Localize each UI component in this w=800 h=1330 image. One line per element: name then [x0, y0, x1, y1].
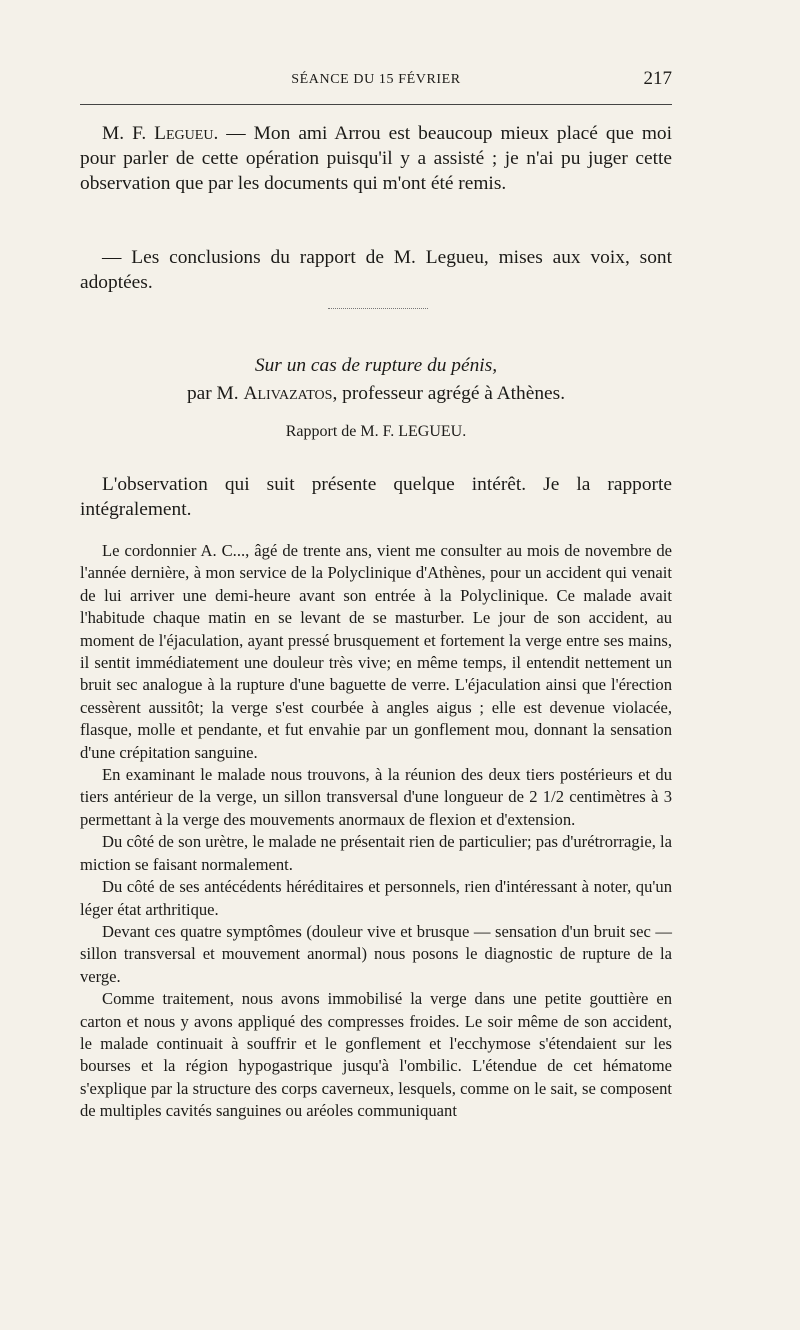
- author-name: Alivazatos: [243, 383, 333, 404]
- intro-text: L'observation qui suit présente quelque intérêt. Je la rapporte intégralement.: [80, 474, 672, 520]
- page-header: [80, 68, 672, 96]
- conclusions-text: — Les conclusions du rapport de M. Legueu, mises aux voix, sont adoptées.: [80, 247, 672, 293]
- case-paragraph-4: Du côté de ses antécédents héréditaires et personnels, rien d'intéressant à noter, qu'un léger état arthritique.: [80, 877, 672, 919]
- remark-text: — Mon ami Arrou est beaucoup mieux placé que moi pour parler de cette opération puisqu'il y a assisté ; je n'ai pu juger cette observation que par les documents qui m'ont été remis.: [80, 123, 672, 194]
- section-separator: [328, 308, 428, 309]
- case-paragraph-1: Le cordonnier A. C..., âgé de trente ans, vient me consulter au mois de novembre de l'année dernière, à mon service de la Polyclinique d'Athènes, pour un accident qui venait de lui arriver une demi-heure avant son entrée à la Polyclinique. Ce malade avait l'habitude chaque matin en se levant de se masturber. Le jour de son accident, au moment de l'éjaculation, ayant pressé brusquement et fortement la verge entre ses mains, il sentit immédiatement une douleur très vive; en même temps, il entendit nettement un bruit sec analogue à la rupture d'une baguette de verre. L'éjaculation ainsi que l'érection cessèrent aussitôt; la verge s'est courbée à angles aigus ; elle est devenue violacée, flasque, molle et pendante, et fut envahie par un gonflement mou, donnant la sensation d'une crépitation sanguine.: [80, 541, 672, 762]
- case-report: [80, 540, 672, 1123]
- report-line: Rapport de M. F. LEGUEU.: [285, 423, 467, 440]
- article-author: [80, 381, 672, 406]
- article-title: Sur un cas de rupture du pénis,: [254, 355, 498, 376]
- case-paragraph-5: Devant ces quatre symptômes (douleur vive et brusque — sensation d'un bruit sec — sillon transversal et mouvement anormal) nous posons le diagnostic de rupture de la verge.: [80, 921, 672, 986]
- case-paragraph-2: En examinant le malade nous trouvons, à la réunion des deux tiers postérieurs et du tiers antérieur de la verge, un sillon transversal d'une longueur de 2 1/2 centimètres à 3 permettant à la verge des mouvements anormaux de flexion et d'extension.: [80, 765, 672, 829]
- author-prefix: par M.: [186, 383, 244, 404]
- case-paragraph-6: Comme traitement, nous avons immobilisé la verge dans une petite gouttière en carton et nous y avons appliqué des compresses froides. Le soir même de son accident, le malade continuait à souffrir et le gonflement et l'ecchymose s'étendaient sur les bourses et la région hypogastrique jusqu'à l'ombilic. L'étendue de cet hématome s'explique par la structure des corps caverneux, lesquels, comme on le sait, se composent de multiples cavités sanguines ou aréoles communiquant: [80, 989, 672, 1121]
- page-number: 217: [643, 68, 672, 89]
- header-rule: [80, 104, 672, 105]
- speaker-name: M. F. Legueu.: [102, 123, 219, 144]
- conclusions-paragraph: [80, 245, 672, 295]
- author-suffix: , professeur agrégé à Athènes.: [332, 383, 566, 404]
- running-head: SÉANCE DU 15 FÉVRIER: [291, 72, 461, 87]
- intro-paragraph: [80, 472, 672, 522]
- legueu-remark: [80, 121, 672, 196]
- case-paragraph-3: Du côté de son urètre, le malade ne présentait rien de particulier; pas d'urétrorragie, la miction se faisant normalement.: [80, 832, 672, 874]
